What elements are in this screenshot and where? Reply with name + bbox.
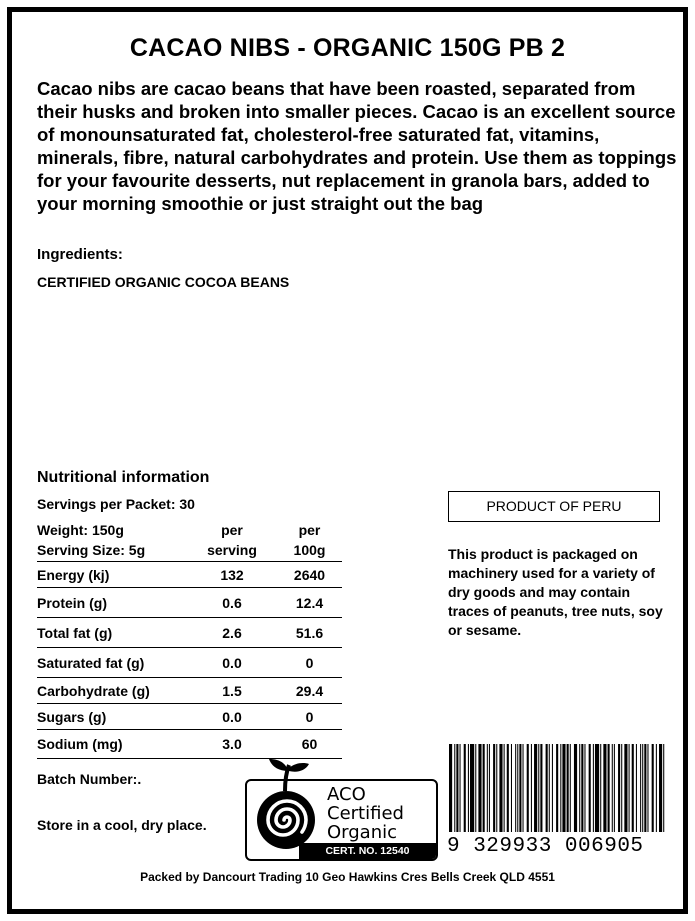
barcode-bar: [546, 744, 548, 832]
barcode-bar: [636, 744, 637, 832]
barcode-bar: [640, 744, 641, 832]
barcode-bar: [581, 744, 583, 832]
barcode-bar: [600, 744, 601, 832]
barcode-bar: [621, 744, 622, 832]
barcode-bar: [663, 744, 664, 832]
row-per-100g: 0: [305, 654, 314, 671]
serving-size-label: Serving Size: 5g: [37, 542, 146, 558]
table-row: [37, 587, 342, 617]
barcode-bar: [656, 744, 657, 832]
barcode-bar: [614, 744, 615, 832]
barcode-bar: [489, 744, 490, 832]
barcode-bar: [608, 744, 610, 832]
barcode-bar: [644, 744, 646, 832]
barcode: [447, 744, 669, 836]
barcode-bar: [523, 744, 524, 832]
barcode-bar: [612, 744, 613, 832]
barcode-bar: [629, 744, 630, 832]
barcode-number: 9 329933 006905: [447, 835, 644, 858]
row-per-serving: 0.6: [222, 594, 242, 611]
row-per-100g: 51.6: [295, 624, 324, 641]
barcode-bar: [624, 744, 627, 832]
row-per-100g: 2640: [293, 566, 326, 583]
barcode-bar: [534, 744, 537, 832]
barcode-bar: [519, 744, 521, 832]
barcode-bar: [468, 744, 469, 832]
barcode-bar: [456, 744, 458, 832]
row-label: Saturated fat (g): [37, 654, 145, 671]
barcode-bar: [579, 744, 580, 832]
barcode-bar: [595, 744, 599, 832]
barcode-bar: [647, 744, 648, 832]
table-row: [37, 561, 342, 587]
barcode-bar: [593, 744, 594, 832]
row-label: Sugars (g): [37, 708, 107, 725]
barcode-bar: [460, 744, 461, 832]
barcode-bar: [493, 744, 495, 832]
per-serving-header-2: serving: [207, 542, 257, 558]
barcode-bar: [475, 744, 476, 832]
barcode-bar: [478, 744, 481, 832]
barcode-bar: [642, 744, 643, 832]
storage-instructions: Store in a cool, dry place.: [37, 817, 207, 833]
barcode-bar: [552, 744, 553, 832]
cert-number: CERT. NO. 12540: [299, 843, 436, 859]
row-per-serving: 0.0: [222, 654, 242, 671]
barcode-bar: [632, 744, 634, 832]
barcode-bar: [659, 744, 662, 832]
certified-text: Certified: [327, 803, 404, 824]
barcode-bar: [499, 744, 502, 832]
per-100g-header: per: [298, 522, 321, 538]
barcode-bar: [574, 744, 577, 832]
barcode-bar: [567, 744, 569, 832]
barcode-bar: [603, 744, 606, 832]
row-per-serving: 0.0: [222, 708, 242, 725]
organic-text: Organic: [327, 822, 398, 843]
barcode-bar: [496, 744, 497, 832]
table-row: [37, 677, 342, 703]
table-row: [37, 729, 342, 759]
barcode-bar: [464, 744, 466, 832]
table-row: [37, 617, 342, 647]
row-label: Sodium (mg): [37, 736, 123, 752]
aco-text: ACO: [327, 784, 366, 805]
nutrition-title: Nutritional information: [37, 469, 210, 486]
barcode-bar: [449, 744, 452, 832]
aco-certified-organic-badge: [245, 779, 438, 861]
allergen-statement: This product is packaged on machinery used for a variety of dry goods and may contain traces of peanuts, tree nuts, soy or sesame.: [448, 546, 663, 638]
barcode-bar: [556, 744, 558, 832]
ingredients-heading: Ingredients:: [37, 246, 123, 263]
barcode-bar: [538, 744, 539, 832]
barcode-bar: [470, 744, 474, 832]
barcode-bar: [511, 744, 512, 832]
barcode-bar: [584, 744, 585, 832]
barcode-bar: [527, 744, 529, 832]
barcode-bar: [517, 744, 518, 832]
row-per-100g: 60: [301, 736, 318, 752]
table-row: [37, 647, 342, 677]
barcode-bar: [483, 744, 485, 832]
barcode-bar: [562, 744, 565, 832]
product-title: CACAO NIBS - ORGANIC 150G PB 2: [129, 34, 566, 62]
nutrition-table: [37, 520, 342, 759]
product-description: Cacao nibs are cacao beans that have been roasted, separated from their husks and broken into smaller pieces. Cacao is an excellent source of monounsaturated fat, cholesterol-free saturated fat, vitamins, minerals, fibre, natural carbohydrates and protein. Use them as toppings for your favourite desserts, nut replacement in granola bars, added to your morning smoothie or just straight out the bag: [37, 78, 677, 214]
barcode-bar: [531, 744, 532, 832]
batch-number: Batch Number:.: [37, 771, 142, 787]
barcode-bar: [487, 744, 488, 832]
per-100g-header-2: 100g: [293, 542, 326, 558]
barcode-bar: [549, 744, 550, 832]
row-per-serving: 1.5: [222, 682, 242, 699]
row-per-100g: 0: [305, 708, 314, 725]
table-row: [37, 703, 342, 729]
row-label: Total fat (g): [37, 624, 113, 641]
ingredients-text: CERTIFIED ORGANIC COCOA BEANS: [37, 274, 290, 290]
packed-by: Packed by Dancourt Trading 10 Geo Hawkins Cres Bells Creek QLD 4551: [140, 870, 555, 884]
row-per-serving: 2.6: [222, 624, 242, 641]
product-origin: PRODUCT OF PERU: [448, 491, 660, 522]
row-label: Carbohydrate (g): [37, 682, 150, 699]
barcode-bar: [652, 744, 654, 832]
barcode-bar: [454, 744, 455, 832]
row-per-serving: 132: [220, 566, 244, 583]
barcode-bar: [504, 744, 505, 832]
weight-label: Weight: 150g: [37, 522, 124, 538]
barcode-bar: [540, 744, 542, 832]
row-label: Energy (kj): [37, 566, 110, 583]
per-serving-header: per: [221, 522, 243, 538]
row-label: Protein (g): [37, 594, 107, 611]
barcode-bar: [507, 744, 509, 832]
row-per-serving: 3.0: [222, 736, 242, 752]
servings-per-packet: Servings per Packet: 30: [37, 496, 195, 512]
barcode-bar: [589, 744, 591, 832]
barcode-bar: [560, 744, 561, 832]
nutrition-table-header: [37, 520, 342, 561]
row-per-100g: 29.4: [295, 682, 324, 699]
row-per-100g: 12.4: [295, 594, 324, 611]
barcode-bar: [618, 744, 620, 832]
barcode-bar: [570, 744, 571, 832]
barcode-bar: [515, 744, 516, 832]
